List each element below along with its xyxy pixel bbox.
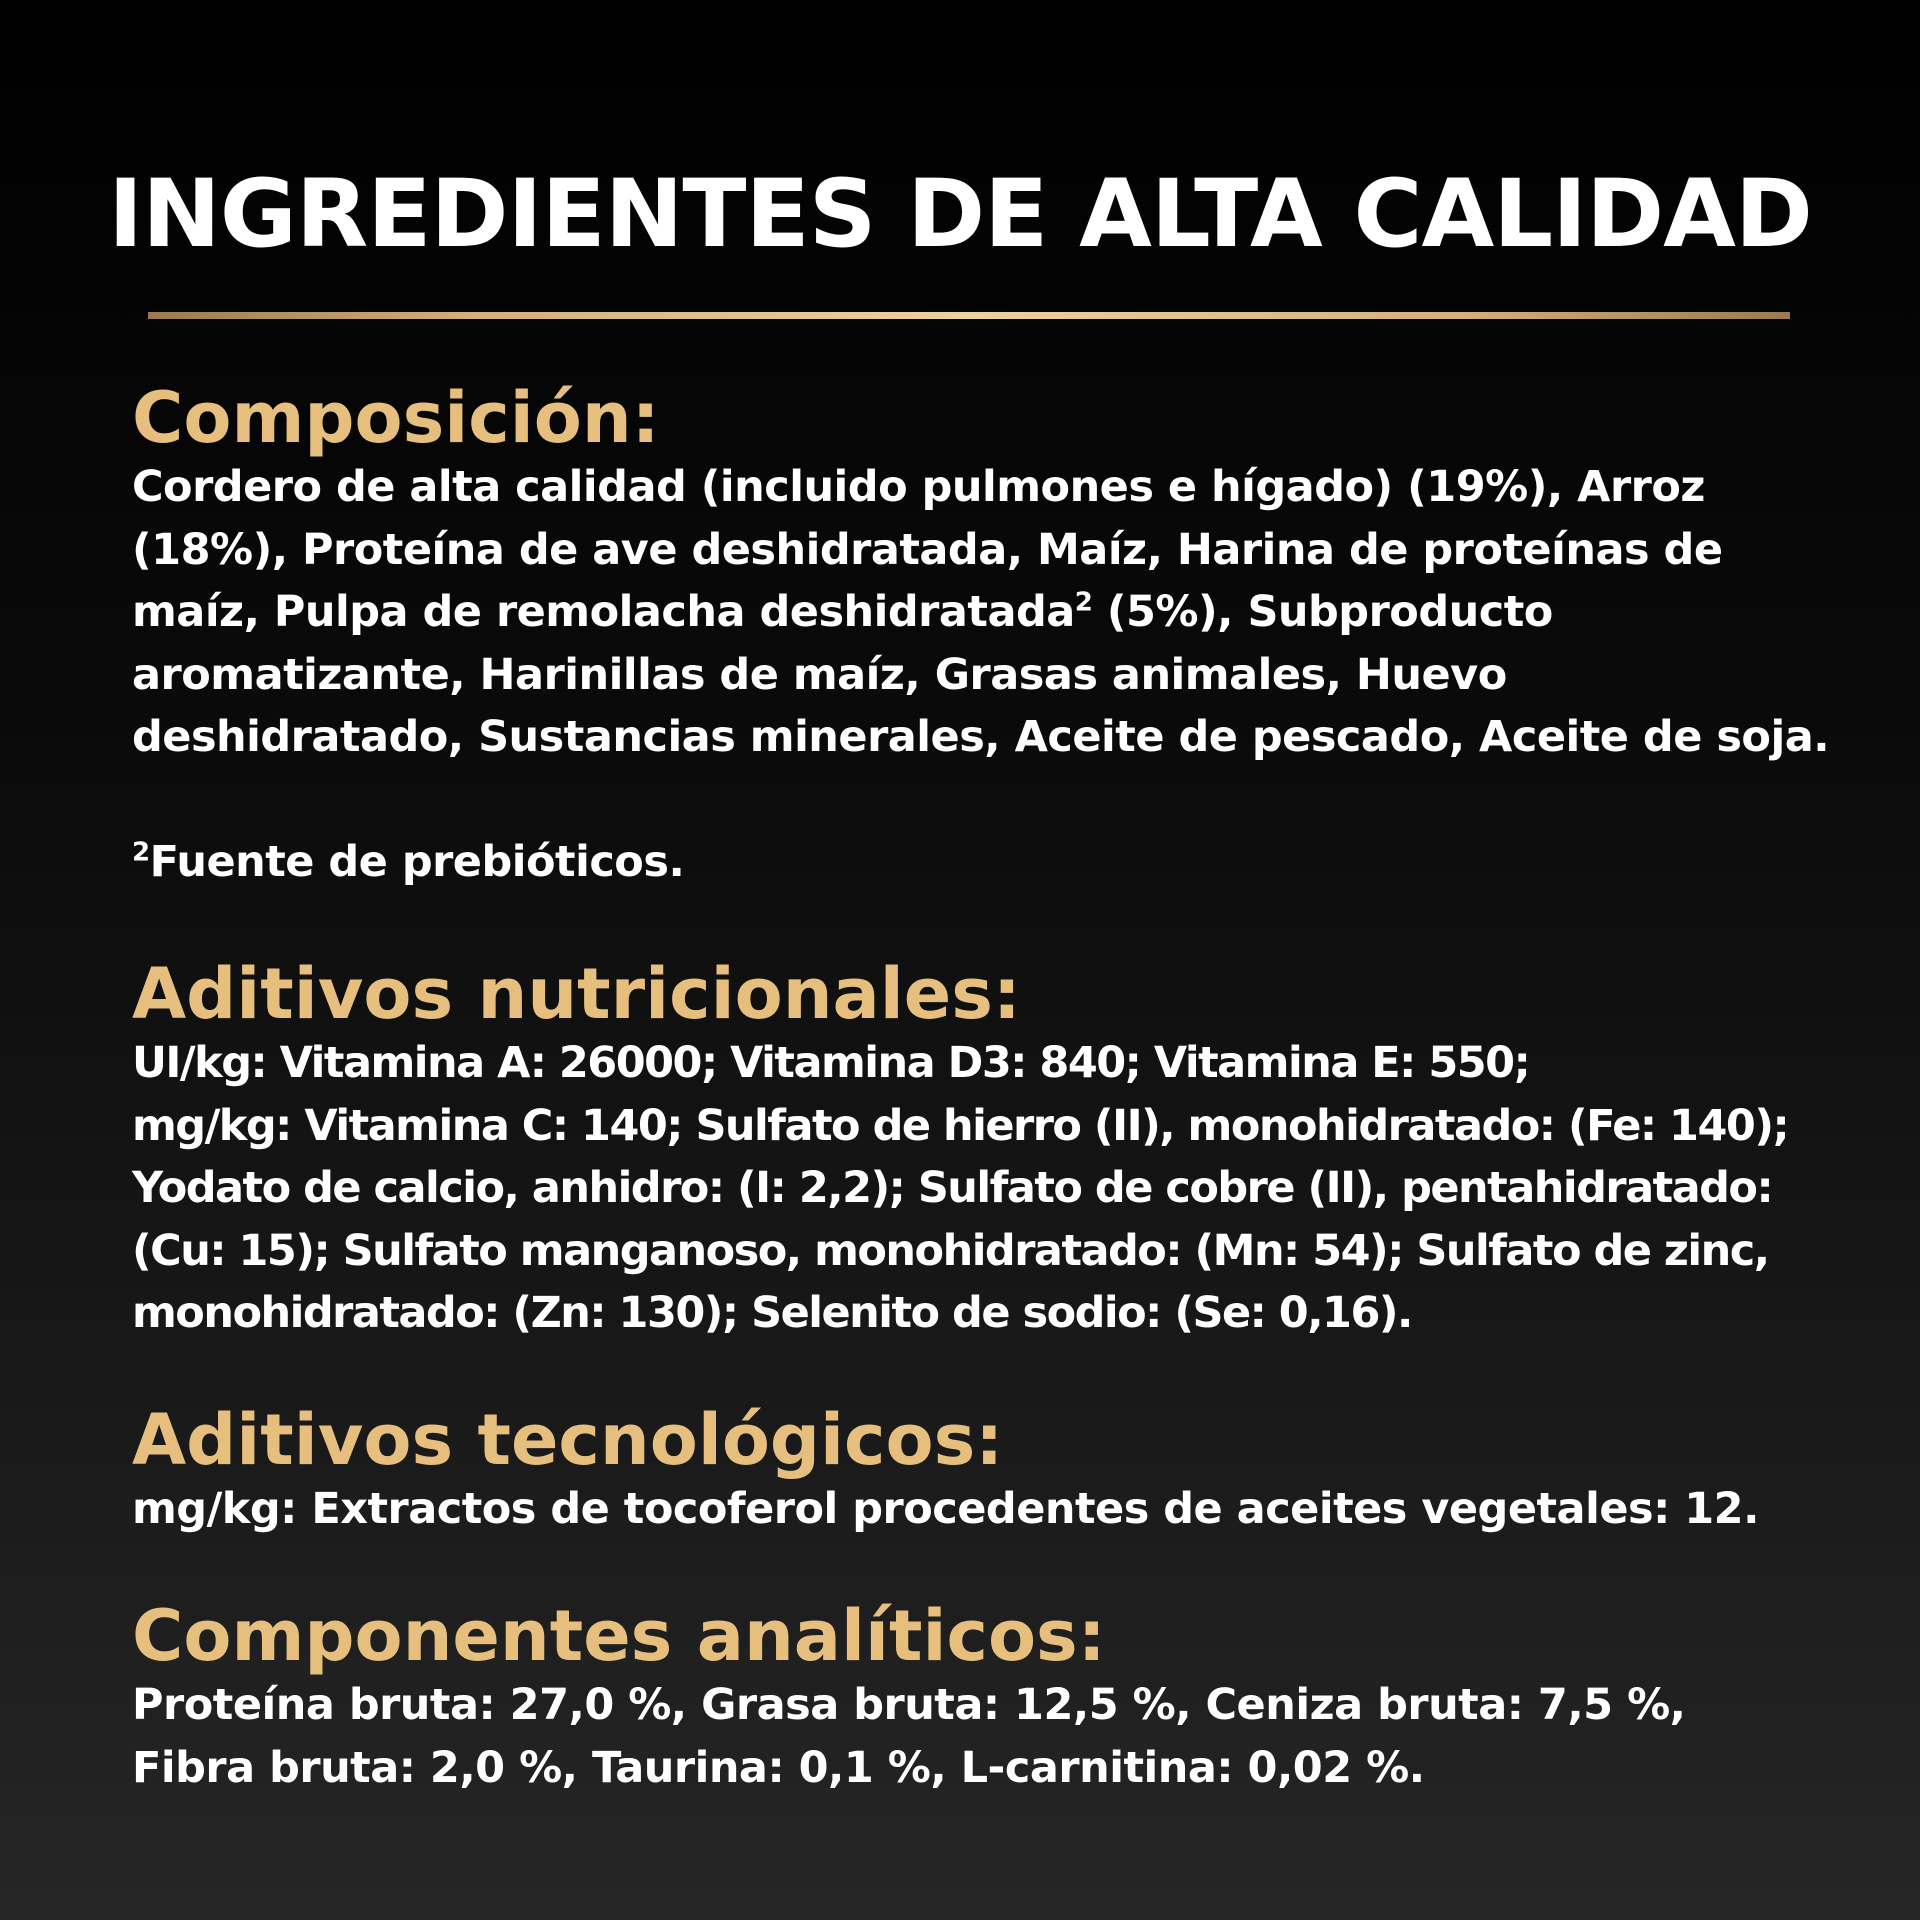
footnote-reference-mark: 2 [1074, 587, 1093, 618]
footnote-mark: 2 [132, 837, 150, 868]
gold-divider [148, 312, 1790, 319]
composicion-heading: Composición: [132, 377, 660, 459]
aditivos-tecnologicos-text: mg/kg: Extractos de tocoferol procedentes de aceites vegetales: 12. [132, 1484, 1759, 1534]
section-aditivos-tecnologicos [132, 1400, 1832, 1541]
aditivos-tecnologicos-heading: Aditivos tecnológicos: [132, 1399, 1004, 1481]
footnote [132, 831, 1832, 894]
section-componentes-analiticos [132, 1596, 1832, 1799]
composicion-line-1: Cordero de alta calidad (incluido pulmones e hígado) (19%), Arroz [132, 462, 1705, 512]
componentes-analiticos-text: Proteína bruta: 27,0 %, Grasa bruta: 12,5 %, Ceniza bruta: 7,5 %, Fibra bruta: 2,0 %, Taurina: 0,1 %, L-carnitina: 0,02 %. [132, 1680, 1686, 1793]
composicion-line-3-start: maíz, Pulpa de remolacha deshidratada [132, 587, 1075, 637]
componentes-analiticos-heading: Componentes analíticos: [132, 1595, 1106, 1677]
composicion-line-3-end: (5%), Subproducto [1092, 587, 1553, 637]
page-title: INGREDIENTES DE ALTA CALIDAD [108, 160, 1812, 269]
composicion-text [132, 456, 1832, 769]
aditivos-nutricionales-text: UI/kg: Vitamina A: 26000; Vitamina D3: 840; Vitamina E: 550; mg/kg: Vitamina C: 140; Sulfato de hierro (II), monohidratado: (Fe: 140); Yodato de calcio, anhidro: (I: 2,2); Sulfato de cobre (II), pentahidratado: (Cu: 15); Sulfato manganoso, monohidratado: (Mn: 54); Sulfato de zinc, monohidratado: (Zn: 130); Selenito de sodio: (Se: 0,16). [132, 1038, 1789, 1338]
aditivos-nutricionales-heading: Aditivos nutricionales: [132, 953, 1021, 1035]
composicion-line-2: (18%), Proteína de ave deshidratada, Maíz, Harina de proteínas de [132, 524, 1723, 575]
footnote-text: Fuente de prebióticos. [149, 836, 685, 887]
section-composicion [132, 378, 1832, 893]
composicion-remaining-lines: aromatizante, Harinillas de maíz, Grasas animales, Huevo deshidratado, Sustancias minerales, Aceite de pescado, Aceite de soja. [132, 649, 1830, 762]
section-aditivos-nutricionales [132, 954, 1832, 1345]
